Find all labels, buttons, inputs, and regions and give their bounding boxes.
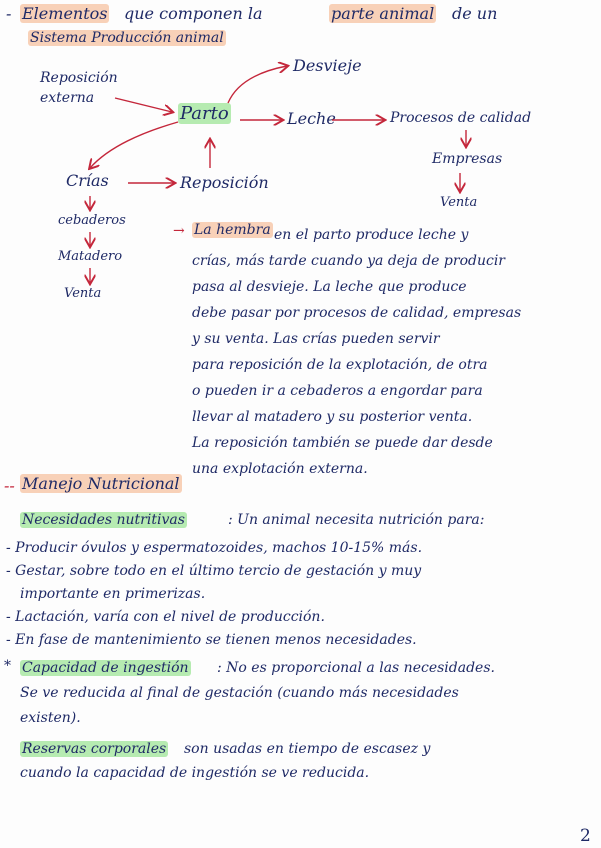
capacidad-text: : No es proporcional a las necesidades. bbox=[217, 660, 495, 676]
node-procesos-calidad: Procesos de calidad bbox=[390, 110, 532, 126]
page-number: 2 bbox=[580, 826, 591, 846]
necesidades-item-4: - En fase de mantenimiento se tienen menos necesidades. bbox=[6, 632, 417, 648]
necesidades-item-3: - Lactación, varía con el nivel de producción. bbox=[6, 609, 325, 625]
necesidades-item-2-cont: importante en primerizas. bbox=[20, 586, 206, 602]
title-parte-animal: parte animal bbox=[331, 4, 435, 23]
capacidad-label: Capacidad de ingestión bbox=[22, 660, 189, 676]
necesidades-text: : Un animal necesita nutrición para: bbox=[228, 512, 485, 528]
explanation-arrow: → bbox=[173, 223, 185, 239]
node-reposicion-externa: Reposición externa bbox=[40, 70, 118, 106]
arrow-parto-to-crias bbox=[90, 122, 178, 168]
manejo-heading: Manejo Nutricional bbox=[22, 474, 180, 493]
explanation-text: en el parto produce leche y crías, más tarde cuando ya deja de producir pasa al desvieje. La leche que produce debe pasar por procesos de calidad, empresas y su venta. Las crías pueden servir para reposición de la explotación, de otra o pueden ir a cebaderos a engordar para llevar al matadero y su posterior venta. La reposición también se puede dar desde una explotación externa. bbox=[192, 227, 522, 477]
necesidades-label: Necesidades nutritivas bbox=[22, 512, 185, 528]
title-line2: Sistema Producción animal bbox=[30, 30, 224, 46]
node-venta-left: Venta bbox=[64, 286, 102, 301]
node-venta-right: Venta bbox=[440, 195, 478, 210]
title-de-un: de un bbox=[452, 4, 498, 23]
necesidades-item-1: - Producir óvulos y espermatozoides, machos 10-15% más. bbox=[6, 540, 423, 556]
node-parto: Parto bbox=[180, 103, 229, 124]
capacidad-bullet: * bbox=[4, 658, 11, 674]
arrow-parto-to-desvieje bbox=[228, 66, 287, 103]
reservas-label: Reservas corporales bbox=[22, 741, 167, 757]
necesidades-item-2: - Gestar, sobre todo en el último tercio de gestación y muy bbox=[6, 563, 422, 579]
node-reposicion: Reposición bbox=[180, 173, 269, 192]
node-crias: Crías bbox=[66, 171, 109, 190]
capacidad-line2: Se ve reducida al final de gestación (cuando más necesidades bbox=[20, 685, 459, 701]
manejo-bullet: -- bbox=[4, 476, 15, 495]
explanation-highlight: La hembra bbox=[194, 222, 271, 238]
node-cebaderos: cebaderos bbox=[58, 213, 126, 228]
node-matadero: Matadero bbox=[58, 249, 123, 264]
title-bullet: - bbox=[6, 4, 12, 23]
node-empresas: Empresas bbox=[432, 151, 503, 167]
capacidad-line3: existen). bbox=[20, 710, 81, 726]
reservas-line2: cuando la capacidad de ingestión se ve reducida. bbox=[20, 765, 370, 781]
node-desvieje: Desvieje bbox=[293, 56, 362, 75]
title-que-componen: que componen la bbox=[124, 4, 263, 23]
title-elementos: Elementos bbox=[22, 4, 108, 23]
reservas-text: son usadas en tiempo de escasez y bbox=[184, 741, 431, 757]
node-leche: Leche bbox=[287, 109, 336, 128]
